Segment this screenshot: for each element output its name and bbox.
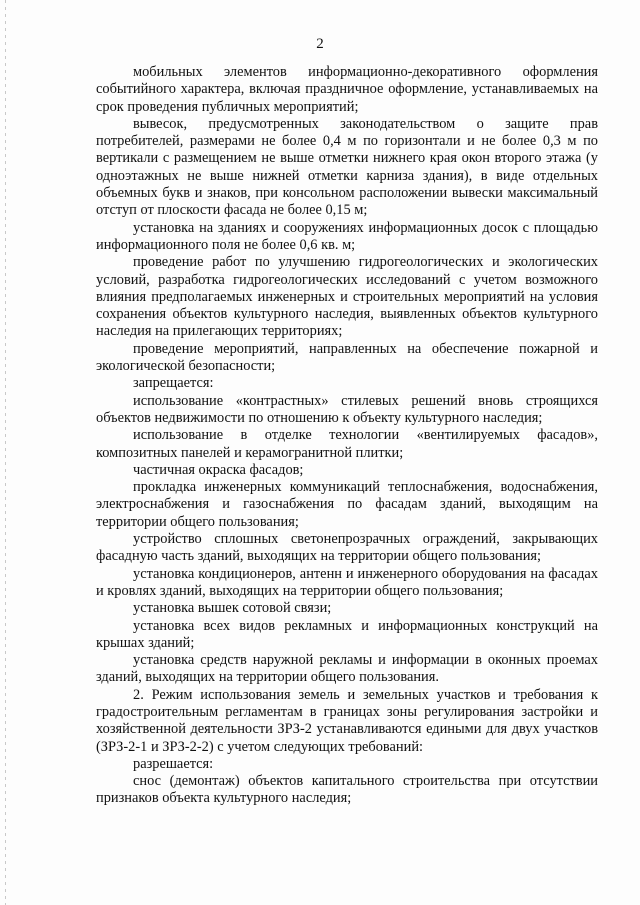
paragraph-solid-fences: устройство сплошных светонепрозрачных ограждений, закрывающих фасадную часть зданий, выходящих на территории общего пользования; bbox=[96, 531, 598, 565]
paragraph-prohibited-heading: запрещается: bbox=[133, 375, 214, 392]
scan-edge-line bbox=[5, 0, 6, 905]
paragraph-fire-safety: проведение мероприятий, направленных на обеспечение пожарной и экологической безопасности; bbox=[96, 340, 598, 375]
paragraph-ventilated-facades: использование в отделке технологии «вентилируемых фасадов», композитных панелей и керамогранитной плитки; bbox=[96, 427, 598, 461]
paragraph-utility-lines: прокладка инженерных коммуникаций теплоснабжения, водоснабжения, электроснабжения и газоснабжения по фасадам зданий, выходящим на территории общего пользования; bbox=[96, 479, 598, 530]
paragraph-hydrogeology: проведение работ по улучшению гидрогеологических и экологических условий, разработка гидрогеологических исследований с учетом возможного влияния предполагаемых инженерных и строительных мероприятий на условия сохранения объектов культурного наследия, выявленных объектов культурного наследия на прилегающих территориях; bbox=[96, 254, 598, 340]
paragraph-allowed-heading: разрешается: bbox=[133, 755, 214, 772]
paragraph-cell-towers: установка вышек сотовой связи; bbox=[133, 600, 332, 617]
paragraph-signboards: вывесок, предусмотренных законодательством о защите прав потребителей, размерами не более 0,4 м по горизонтали и не более 0,3 м по вертикали с размещением не выше отметки нижнего края окон второго этажа (у одноэтажных не выше нижней отметки карниза здания), в виде отдельных объемных букв и знаков, при консольном расположении вывески максимальный отступ от плоскости фасада не более 0,15 м; bbox=[96, 115, 598, 219]
paragraph-section-2: 2. Режим использования земель и земельных участков и требования к градостроительным регламентам в границах зоны регулирования застройки и хозяйственной деятельности ЗРЗ-2 устанавливаются едиными для двух участков (ЗРЗ-2-1 и ЗРЗ-2-2) с учетом следующих требований: bbox=[96, 686, 598, 755]
paragraph-info-boards: установка на зданиях и сооружениях информационных досок с площадью информационного поля не более 0,6 кв. м; bbox=[96, 219, 598, 253]
paragraph-roof-advertising: установка всех видов рекламных и информационных конструкций на крышах зданий; bbox=[96, 617, 598, 651]
document-body bbox=[96, 64, 598, 808]
paragraph-window-advertising: установка средств наружной рекламы и информации в оконных проемах зданий, выходящих на территории общего пользования. bbox=[96, 652, 598, 686]
paragraph-mobile-elements: мобильных элементов информационно-декоративного оформления событийного характера, включая праздничное оформление, устанавливаемых на срок проведения публичных мероприятий; bbox=[96, 64, 598, 115]
paragraph-contrast-styles: использование «контрастных» стилевых решений вновь строящихся объектов недвижимости по отношению к объекту культурного наследия; bbox=[96, 392, 598, 426]
page-number: 2 bbox=[316, 36, 324, 52]
paragraph-air-conditioners: установка кондиционеров, антенн и инженерного оборудования на фасадах и кровлях зданий, выходящих на территории общего пользования; bbox=[96, 565, 598, 599]
paragraph-partial-painting: частичная окраска фасадов; bbox=[133, 461, 304, 478]
paragraph-demolition: снос (демонтаж) объектов капитального строительства при отсутствии признаков объекта культурного наследия; bbox=[96, 773, 598, 807]
